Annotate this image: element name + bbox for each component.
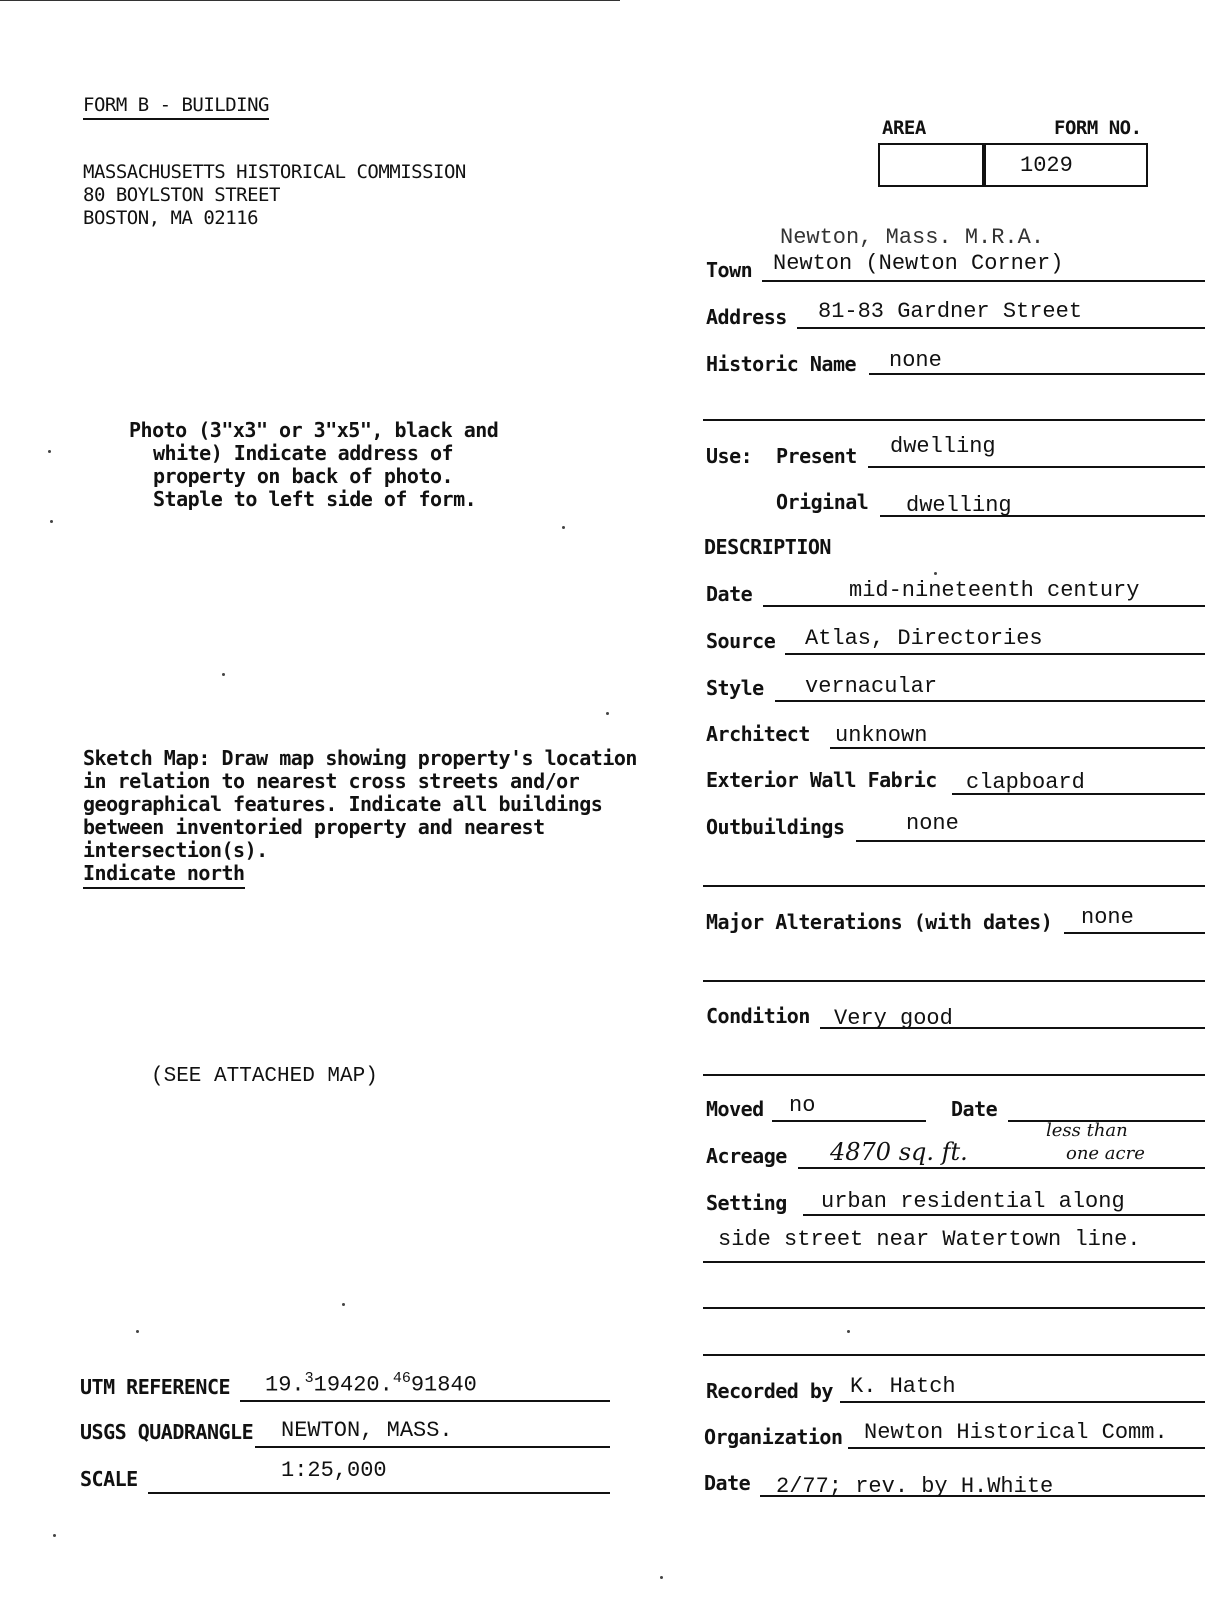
wall-fabric-label: Exterior Wall Fabric [706,768,937,792]
organization-line [848,1447,1205,1449]
acreage-note-line-1: less than [1046,1120,1128,1141]
blank-line-5 [703,1307,1205,1309]
agency-city: BOSTON, MA 02116 [83,207,259,229]
source-value: Atlas, Directories [805,626,1043,651]
town-line [762,280,1205,282]
scan-speck [606,712,609,715]
area-label: AREA [882,117,926,139]
utm-label: UTM REFERENCE [80,1375,231,1399]
blank-line-1 [703,419,1205,421]
town-label: Town [706,258,753,282]
blank-line-2 [703,885,1205,887]
utm-easting: 19420. [313,1372,393,1398]
present-line [868,466,1205,468]
photo-instructions-line-4: Staple to left side of form. [153,487,477,511]
recorded-by-value: K. Hatch [850,1374,956,1399]
scan-speck [342,1303,345,1306]
record-date-line [760,1495,1205,1497]
scan-speck [50,520,53,523]
moved-label: Moved [706,1097,764,1121]
wall-fabric-line [952,793,1205,795]
original-label: Original [776,490,869,514]
moved-value: no [789,1093,816,1118]
source-label: Source [706,629,776,653]
wall-fabric-value: clapboard [966,770,1085,795]
blank-line-3 [703,980,1205,982]
scan-speck [48,450,51,453]
utm-northing: 91840 [410,1372,477,1398]
setting-value-line-1: urban residential along [821,1189,1125,1214]
scale-value: 1:25,000 [281,1458,387,1483]
scan-speck [562,526,565,529]
sketch-map-line-2: in relation to nearest cross streets and/or [83,769,580,793]
form-no-box [982,143,1148,187]
photo-instructions-line-2: white) Indicate address of [153,441,454,465]
style-value: vernacular [805,674,938,699]
town-stamp: Newton, Mass. M.R.A. [780,225,1045,250]
use-label: Use: [706,444,753,468]
utm-value [265,1370,477,1397]
agency-street: 80 BOYLSTON STREET [83,184,280,206]
town-value: Newton (Newton Corner) [773,251,1064,276]
scan-speck [660,1576,663,1579]
style-label: Style [706,676,764,700]
recorded-by-line [840,1401,1205,1403]
setting-line-1 [803,1214,1205,1216]
condition-line [820,1027,1205,1029]
outbuildings-label: Outbuildings [706,815,845,839]
scale-label: SCALE [80,1467,138,1491]
date-label: Date [706,582,753,606]
present-label: Present [776,444,857,468]
outbuildings-line [856,840,1205,842]
utm-line [240,1400,610,1402]
address-value: 81-83 Gardner Street [818,299,1083,324]
architect-label: Architect [706,722,810,746]
organization-value: Newton Historical Comm. [864,1420,1168,1445]
source-line [785,653,1205,655]
utm-northing-prefix: 46 [392,1370,411,1387]
form-no-label: FORM NO. [1054,117,1142,139]
setting-label: Setting [706,1191,787,1215]
scan-speck [222,673,225,676]
alterations-value: none [1081,905,1134,930]
agency-name: MASSACHUSETTS HISTORICAL COMMISSION [83,161,466,183]
record-date-value: 2/77; rev. by H.White [776,1474,1054,1499]
top-edge-rule [0,0,620,1]
scan-speck [136,1330,139,1333]
historic-name-line [869,373,1205,375]
utm-easting-prefix: 3 [304,1370,314,1387]
sketch-map-line-4: between inventoried property and nearest [83,815,545,839]
record-date-label: Date [704,1471,751,1495]
present-value: dwelling [890,434,996,459]
blank-line-4 [703,1074,1205,1076]
setting-value-line-2: side street near Watertown line. [718,1227,1141,1252]
address-label: Address [706,305,787,329]
original-line [880,515,1205,517]
attached-map-note: (SEE ATTACHED MAP) [151,1065,378,1088]
usgs-value: NEWTON, MASS. [281,1418,453,1443]
historic-name-label: Historic Name [706,352,857,376]
sketch-map-line-1: Sketch Map: Draw map showing property's location [83,746,637,770]
scan-speck [53,1534,56,1537]
alterations-line [1064,932,1205,934]
photo-instructions-line-3: property on back of photo. [153,464,454,488]
date-value: mid-nineteenth century [849,578,1140,603]
usgs-label: USGS QUADRANGLE [80,1420,254,1444]
acreage-note-line-2: one acre [1066,1143,1145,1164]
style-line [775,700,1205,702]
acreage-label: Acreage [706,1144,787,1168]
acreage-line [798,1167,1205,1169]
area-box [878,143,986,187]
outbuildings-value: none [906,811,959,836]
historic-name-value: none [889,348,942,373]
form-no-value: 1029 [1020,153,1073,178]
blank-line-6 [703,1354,1205,1356]
acreage-value: 4870 sq. ft. [830,1138,968,1166]
form-title: FORM B - BUILDING [83,94,269,120]
address-line [797,327,1205,329]
alterations-label: Major Alterations (with dates) [706,910,1053,934]
sketch-map-line-6: Indicate north [83,861,245,889]
sketch-map-line-5: intersection(s). [83,838,268,862]
description-heading: DESCRIPTION [704,535,831,559]
scale-line [148,1492,610,1494]
organization-label: Organization [704,1425,843,1449]
architect-line [830,747,1205,749]
date-line [763,605,1205,607]
scan-speck [934,572,937,575]
architect-value: unknown [835,723,928,748]
setting-line-2 [703,1261,1205,1263]
scan-speck [847,1330,850,1333]
photo-instructions-line-1: Photo (3"x3" or 3"x5", black and [129,418,499,442]
sketch-map-line-3: geographical features. Indicate all buildings [83,792,603,816]
recorded-by-label: Recorded by [706,1379,833,1403]
utm-zone: 19. [265,1372,305,1398]
original-value: dwelling [906,493,1012,518]
moved-date-label: Date [951,1097,998,1121]
condition-label: Condition [706,1004,810,1028]
usgs-line [255,1446,610,1448]
condition-value: Very good [834,1006,953,1031]
moved-line [772,1120,926,1122]
